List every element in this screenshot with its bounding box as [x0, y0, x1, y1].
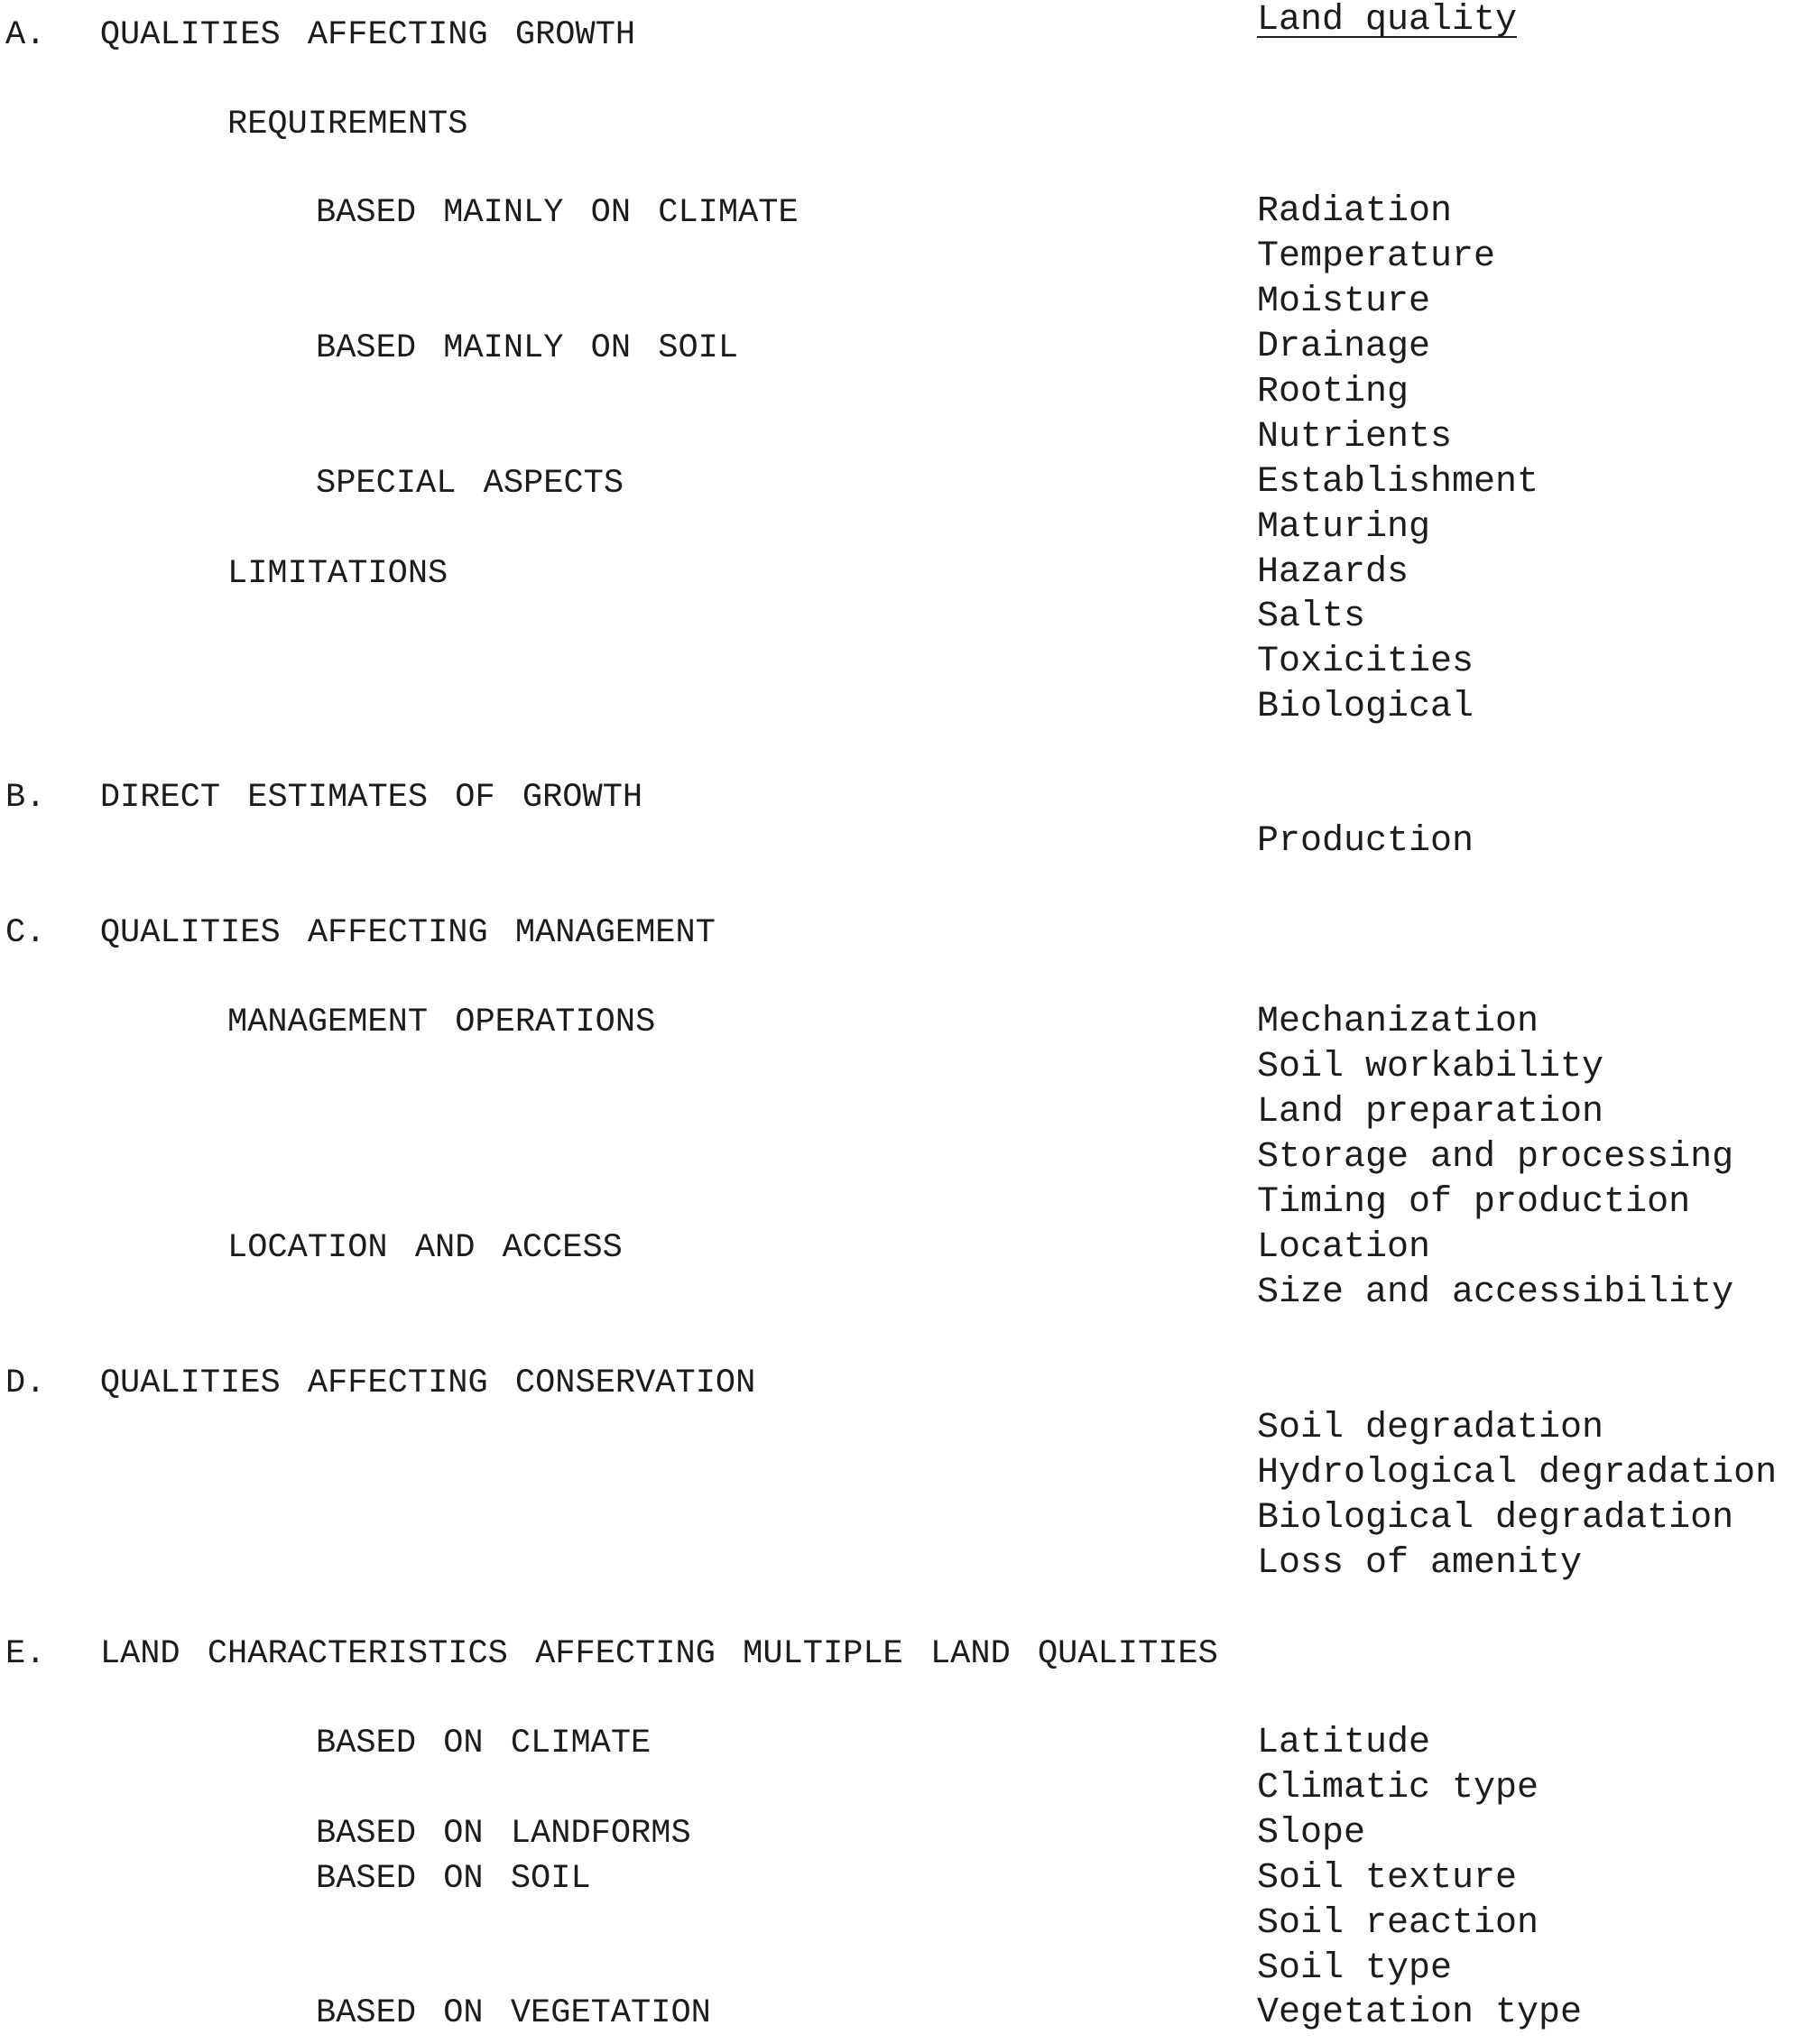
quality-item: Temperature	[1257, 236, 1496, 277]
quality-item: Soil type	[1257, 1948, 1453, 1989]
quality-item: Loss of amenity	[1257, 1543, 1583, 1584]
quality-item: Land preparation	[1257, 1092, 1604, 1133]
quality-item: Timing of production	[1257, 1182, 1691, 1223]
quality-item: Hazards	[1257, 552, 1409, 593]
quality-item: Soil degradation	[1257, 1408, 1604, 1448]
section-c-heading: C. QUALITIES AFFECTING MANAGEMENT	[5, 914, 716, 952]
column-title: Land quality	[1257, 0, 1518, 41]
based-on-soil-label: BASED ON SOIL	[316, 1860, 591, 1898]
quality-item: Size and accessibility	[1257, 1272, 1734, 1313]
quality-item: Hydrological degradation	[1257, 1453, 1778, 1494]
quality-item: Biological degradation	[1257, 1498, 1734, 1539]
quality-item: Production	[1257, 821, 1474, 862]
quality-item: Latitude	[1257, 1723, 1431, 1763]
quality-item: Vegetation type	[1257, 1993, 1583, 2033]
quality-item: Nutrients	[1257, 417, 1453, 458]
quality-item: Climatic type	[1257, 1768, 1539, 1808]
based-on-climate-label: BASED ON CLIMATE	[316, 1725, 651, 1762]
quality-item: Soil reaction	[1257, 1903, 1539, 1944]
quality-item: Slope	[1257, 1813, 1366, 1854]
section-a-heading: A. QUALITIES AFFECTING GROWTH	[5, 16, 636, 54]
section-b-heading: B. DIRECT ESTIMATES OF GROWTH	[5, 779, 643, 817]
quality-item: Biological	[1257, 687, 1474, 727]
section-d-heading: D. QUALITIES AFFECTING CONSERVATION	[5, 1364, 756, 1402]
section-e-heading: E. LAND CHARACTERISTICS AFFECTING MULTIPLE LAND QUALITIES	[5, 1635, 1218, 1673]
quality-item: Salts	[1257, 597, 1366, 637]
quality-item: Moisture	[1257, 282, 1431, 322]
quality-item: Drainage	[1257, 327, 1431, 367]
quality-item: Mechanization	[1257, 1002, 1539, 1042]
quality-item: Soil texture	[1257, 1858, 1518, 1899]
management-operations-heading: MANAGEMENT OPERATIONS	[227, 1004, 656, 1041]
quality-item: Storage and processing	[1257, 1137, 1734, 1178]
quality-item: Toxicities	[1257, 642, 1474, 682]
quality-item: Establishment	[1257, 462, 1539, 503]
limitations-heading: LIMITATIONS	[227, 555, 448, 593]
quality-item: Maturing	[1257, 507, 1431, 548]
based-climate-label: BASED MAINLY ON CLIMATE	[316, 194, 799, 232]
based-soil-label: BASED MAINLY ON SOIL	[316, 329, 739, 367]
based-on-landforms-label: BASED ON LANDFORMS	[316, 1815, 691, 1853]
quality-item: Rooting	[1257, 372, 1409, 412]
quality-item: Radiation	[1257, 191, 1453, 232]
location-access-heading: LOCATION AND ACCESS	[227, 1229, 623, 1267]
quality-item: Location	[1257, 1227, 1431, 1268]
quality-item: Soil workability	[1257, 1047, 1604, 1087]
based-on-vegetation-label: BASED ON VEGETATION	[316, 1994, 711, 2032]
special-aspects-label: SPECIAL ASPECTS	[316, 465, 624, 503]
requirements-heading: REQUIREMENTS	[227, 106, 468, 143]
